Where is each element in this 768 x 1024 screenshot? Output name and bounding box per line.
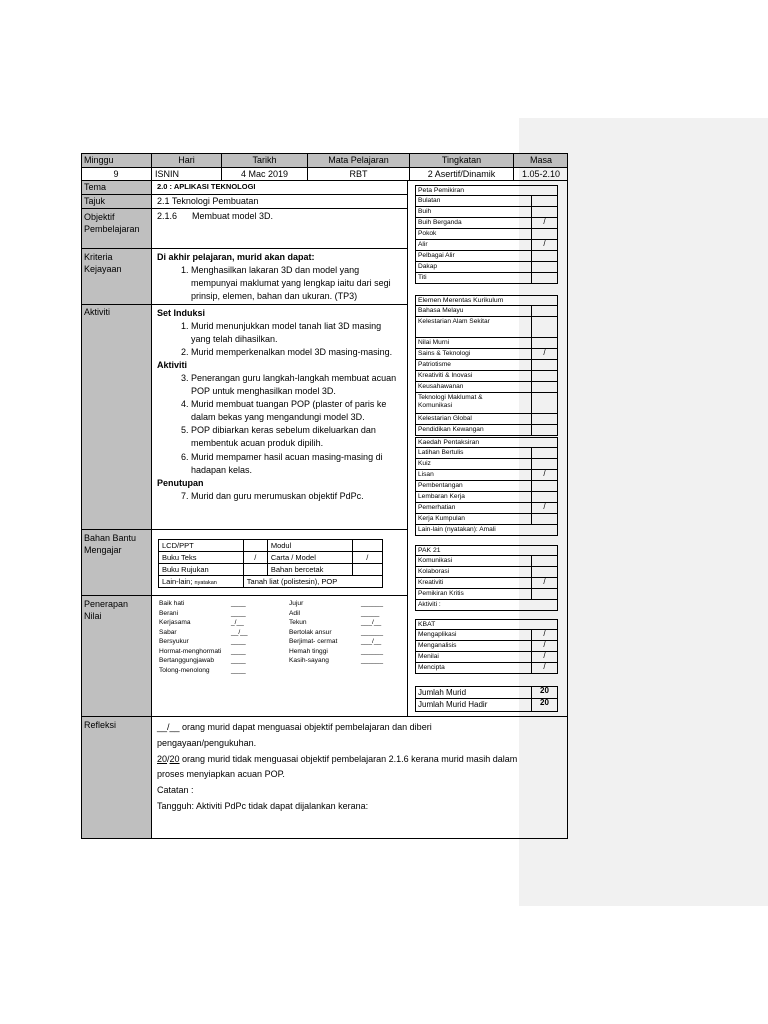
kbat-item-label: Mengaplikasi xyxy=(418,631,457,638)
emk-item-check xyxy=(531,370,557,381)
panel-peta-pemikiran xyxy=(415,185,558,284)
nilai-item-mark: ___/__ xyxy=(361,619,382,626)
nilai-item-mark: ____ xyxy=(231,666,246,674)
nilai-item-label: Kerjasama xyxy=(159,619,191,626)
header-minggu: Minggu xyxy=(84,155,114,165)
kriteria-item-1: 1. Menghasilkan lakaran 3D dan model yang mempunyai maklumat yang lengkap iaitu dari segi prinsip, elemen, bahan dan ukuran. (TP3) xyxy=(191,264,403,303)
objektif-label: Objektif Pembelajaran xyxy=(84,212,140,235)
nilai-item-mark: ____ xyxy=(231,600,246,607)
header-mata-pelajaran: Mata Pelajaran xyxy=(307,154,409,167)
peta-item-label: Pokok xyxy=(418,230,437,237)
peta-item-check xyxy=(531,206,557,217)
value-tarikh: 4 Mac 2019 xyxy=(221,168,307,181)
emk-item-check xyxy=(531,359,557,370)
refleksi-line-4: proses menyiapkan acuan POP. xyxy=(157,769,285,780)
value-mata-pelajaran: RBT xyxy=(307,168,409,181)
pak-item-label: Komunikasi xyxy=(418,557,453,564)
header-tingkatan: Tingkatan xyxy=(409,154,513,167)
kbat-item xyxy=(415,663,558,674)
nilai-item-label: Berjimat- cermat xyxy=(289,638,338,645)
value-masa: 1.05-2.10 xyxy=(513,168,568,181)
bbm-buku-teks-check: / xyxy=(243,552,267,564)
kbat-item-check: / xyxy=(531,651,557,662)
refleksi-text-1: orang murid dapat menguasai objektif pembelajaran dan diberi xyxy=(179,722,432,732)
bbm-buku-rujukan: Buku Rujukan xyxy=(159,564,244,576)
peta-item-check xyxy=(531,272,557,283)
bbm-row xyxy=(159,540,383,552)
emk-item-check: / xyxy=(531,348,557,359)
pak-item-label: Pemikiran Kritis xyxy=(418,590,464,597)
bbm-nyatakan: nyatakan xyxy=(194,579,217,586)
murid-item-label: Jumlah Murid xyxy=(418,688,467,697)
nilai-label: Penerapan Nilai xyxy=(84,599,129,622)
emk-item xyxy=(415,393,558,414)
peta-item-check xyxy=(531,250,557,261)
column-divider xyxy=(407,180,408,716)
peta-item-check xyxy=(531,228,557,239)
peta-item-label: Buih Berganda xyxy=(418,219,462,226)
bbm-row xyxy=(159,564,383,576)
peta-item-check xyxy=(531,195,557,206)
aktiviti-item-4: 4. Murid membuat tuangan POP (plaster of paris ke dalam bekas yang mengandungi model 3D. xyxy=(191,398,403,424)
emk-item-label: Pendidikan Kewangan xyxy=(418,426,484,433)
kbat-item-label: Menganalisis xyxy=(418,642,457,649)
aktiviti-item-5: 5. POP dibiarkan keras sebelum dikeluarkan dan membentuk acuan produk dipilih. xyxy=(191,424,403,450)
emk-item-label: Patriotisme xyxy=(418,361,451,368)
penutupan-list xyxy=(157,490,403,503)
panel-elemen-merentas-kurikulum xyxy=(415,295,558,436)
nilai-item-label: Tekun xyxy=(289,619,307,626)
peta-item-check: / xyxy=(531,239,557,250)
kaedah-item-check: / xyxy=(531,502,557,513)
bbm-bahan-bercetak: Bahan bercetak xyxy=(267,564,352,576)
kaedah-title-text: Kaedah Pentaksiran xyxy=(418,439,480,446)
emk-title-text: Elemen Merentas Kurikulum xyxy=(418,297,504,304)
aktiviti-label: Aktiviti xyxy=(84,307,111,317)
emk-item-check xyxy=(531,413,557,424)
pak-item-check xyxy=(531,566,557,577)
header-masa: Masa xyxy=(513,154,568,167)
tema-label: Tema xyxy=(84,182,107,192)
bbm-lain-label: Lain-lain; xyxy=(162,576,193,586)
bbm-buku-rujukan-check xyxy=(243,564,267,576)
emk-item xyxy=(415,317,558,338)
nilai-item-mark: _/__ xyxy=(231,619,244,626)
panel-kaedah-pentaksiran xyxy=(415,437,558,536)
kaedah-item-label: Lembaran Kerja xyxy=(418,493,465,500)
peta-item-label: Dakap xyxy=(418,263,438,270)
kriteria-intro: Di akhir pelajaran, murid akan dapat: xyxy=(157,252,315,262)
bbm-label: Bahan Bantu Mengajar xyxy=(84,533,137,556)
murid-item xyxy=(415,699,558,712)
emk-item-check xyxy=(531,337,557,348)
pak-item xyxy=(415,600,558,611)
peta-item-label: Bulatan xyxy=(418,197,441,204)
kriteria-label: Kriteria Kejayaan xyxy=(84,252,122,275)
emk-item-label: Sains & Teknologi xyxy=(418,350,471,357)
peta-item-check: / xyxy=(531,217,557,228)
kaedah-item-check xyxy=(531,491,557,502)
pak-item xyxy=(415,589,558,600)
refleksi-count-blank: __/__ xyxy=(157,722,180,732)
emk-item-label: Nilai Murni xyxy=(418,339,450,346)
nilai-item-label: Bertanggungjawab xyxy=(159,657,214,664)
emk-item-label: Kelestarian Alam Sekitar xyxy=(418,318,490,325)
refleksi-label: Refleksi xyxy=(84,720,117,730)
refleksi-line-3 xyxy=(157,752,561,768)
pak-item-label: Kreativiti xyxy=(418,579,444,586)
peta-title-text: Peta Pemikiran xyxy=(418,187,465,194)
nilai-item-mark: _____ xyxy=(361,609,380,617)
kaedah-item-check xyxy=(531,447,557,458)
pak-item-label: Aktiviti : xyxy=(418,601,441,608)
kaedah-item-label: Kuiz xyxy=(418,460,431,467)
bbm-lcd-check xyxy=(243,540,267,552)
murid-item-check: 20 xyxy=(531,698,557,711)
bbm-buku-teks: Buku Teks xyxy=(159,552,244,564)
objektif-value: 2.1.6 Membuat model 3D. xyxy=(157,211,274,221)
kaedah-item-label: Latihan Bertulis xyxy=(418,449,464,456)
row-line xyxy=(81,529,408,530)
bbm-row xyxy=(159,552,383,564)
row-line xyxy=(81,595,408,596)
peta-item-label: Titi xyxy=(418,274,427,281)
tajuk-label: Tajuk xyxy=(84,196,106,206)
bbm-lcd: LCD/PPT xyxy=(159,540,244,552)
kbat-item-label: Menilai xyxy=(418,653,439,660)
nilai-item-label: Adil xyxy=(289,609,300,617)
tema-value: 2.0 : APLIKASI TEKNOLOGI xyxy=(157,182,256,191)
tajuk-value: 2.1 Teknologi Pembuatan xyxy=(157,196,259,206)
nilai-item-label: Jujur xyxy=(289,600,304,607)
pak-item-check xyxy=(531,555,557,566)
murid-item-check: 20 xyxy=(531,686,557,699)
peta-item-label: Pelbagai Alir xyxy=(418,252,455,259)
kaedah-item-check xyxy=(531,513,557,524)
emk-item-check xyxy=(531,305,557,316)
kbat-title-text: KBAT xyxy=(418,621,436,628)
peta-item-label: Buih xyxy=(418,208,432,215)
emk-item-label: Kelestarian Global xyxy=(418,415,472,422)
kaedah-item xyxy=(415,514,558,525)
kbat-item-label: Mencipta xyxy=(418,664,445,671)
row-line xyxy=(81,248,408,249)
nilai-item-mark: ______ xyxy=(361,657,384,664)
nilai-item-mark: ____ xyxy=(231,638,246,645)
nilai-item-mark: ______ xyxy=(361,647,384,655)
bbm-carta-check: / xyxy=(352,552,382,564)
kbat-item-check: / xyxy=(531,640,557,651)
bbm-table xyxy=(158,539,383,588)
set-induksi-list xyxy=(157,320,403,359)
value-tingkatan: 2 Asertif/Dinamik xyxy=(409,168,513,181)
nilai-item-label: Tolong-menolong xyxy=(159,666,210,674)
nilai-item-label: Kasih-sayang xyxy=(289,657,329,664)
refleksi-num-b: 20 xyxy=(169,753,180,764)
emk-item-label: Keusahawanan xyxy=(418,383,464,390)
value-hari: ISNIN xyxy=(151,168,221,181)
bbm-carta: Carta / Model xyxy=(267,552,352,564)
nilai-item-mark: ____ xyxy=(231,609,246,617)
nilai-item-mark: __/__ xyxy=(231,628,248,636)
bbm-modul-check xyxy=(352,540,382,552)
refleksi-num-a: 20 xyxy=(157,753,168,764)
refleksi-catatan: Catatan : xyxy=(157,785,194,795)
aktiviti-heading: Aktiviti xyxy=(157,360,188,371)
pak-title-text: PAK 21 xyxy=(418,547,441,554)
peta-item-label: Alir xyxy=(418,241,428,248)
bbm-lain-lain xyxy=(159,576,244,588)
emk-item-label: Bahasa Melayu xyxy=(418,307,464,314)
kaedah-item-check xyxy=(531,458,557,469)
peta-item xyxy=(415,273,558,284)
emk-item-label: Teknologi Maklumat & Komunikasi xyxy=(418,394,483,410)
refleksi-content xyxy=(154,719,564,816)
emk-item-check xyxy=(531,316,557,337)
aktiviti-item-6: 6. Murid mempamer hasil acuan masing-masing di hadapan kelas. xyxy=(191,451,403,477)
bbm-lain-value: Tanah liat (polistesin), POP xyxy=(243,576,382,588)
kaedah-item-label: Pembentangan xyxy=(418,482,463,489)
panel-pak21 xyxy=(415,545,558,611)
refleksi-text-3: orang murid tidak menguasai objektif pembelajaran 2.1.6 kerana murid masih dalam xyxy=(179,753,518,764)
emk-item-check xyxy=(531,424,557,435)
peta-item-check xyxy=(531,261,557,272)
pak-item-check xyxy=(531,588,557,599)
nilai-item-mark: ____ xyxy=(231,647,246,655)
kaedah-item-check xyxy=(531,480,557,491)
set-item-2: 2. Murid memperkenalkan model 3D masing-masing. xyxy=(191,346,403,359)
bbm-row xyxy=(159,576,383,588)
aktiviti-item-3: 3. Penerangan guru langkah-langkah membuat acuan POP untuk menghasilkan model 3D. xyxy=(191,372,403,398)
penutupan-heading: Penutupan xyxy=(157,477,204,488)
kaedah-item-label: Kerja Kumpulan xyxy=(418,515,465,522)
nilai-item-label: Sabar xyxy=(159,628,177,636)
panel-jumlah-murid xyxy=(415,686,558,712)
emk-item-check xyxy=(531,392,557,413)
emk-item xyxy=(415,425,558,436)
pak-item-label: Kolaborasi xyxy=(418,568,450,575)
refleksi-tangguh: Tangguh: Aktiviti PdPc tidak dapat dijalankan kerana: xyxy=(157,800,369,811)
emk-item-check xyxy=(531,381,557,392)
nilai-item-mark: ____ xyxy=(231,657,246,664)
row-line xyxy=(81,716,568,717)
value-minggu: 9 xyxy=(113,169,119,179)
kaedah-item-label: Pemerhatian xyxy=(418,504,456,511)
emk-item-label: Kreativiti & Inovasi xyxy=(418,372,473,379)
nilai-item-label: Hormat-menghormati xyxy=(159,647,222,655)
kbat-item-check: / xyxy=(531,662,557,673)
pak-item-check: / xyxy=(531,577,557,588)
kaedah-footer xyxy=(415,525,558,536)
kriteria-content xyxy=(154,250,406,304)
nilai-item-label: Hemah tinggi xyxy=(289,647,328,655)
kbat-item-check: / xyxy=(531,629,557,640)
header-tarikh: Tarikh xyxy=(221,154,307,167)
kaedah-item-label: Lisan xyxy=(418,471,434,478)
bbm-bahan-bercetak-check xyxy=(352,564,382,576)
kriteria-list xyxy=(157,264,403,303)
aktiviti-list xyxy=(157,372,403,476)
set-induksi-heading: Set Induksi xyxy=(157,308,206,318)
nilai-item-label: Berani xyxy=(159,609,179,617)
lesson-plan-document xyxy=(81,153,568,839)
refleksi-slash: / xyxy=(167,753,170,764)
panel-kbat xyxy=(415,619,558,674)
bbm-modul: Modul xyxy=(267,540,352,552)
refleksi-line-1 xyxy=(157,720,561,736)
refleksi-line-2: pengayaan/pengukuhan. xyxy=(157,737,257,748)
nilai-item-mark: ______ xyxy=(361,628,384,636)
nilai-item-label: Baik hati xyxy=(159,600,185,607)
nilai-item-label: Bersyukur xyxy=(159,638,189,645)
nilai-item-mark: ______ xyxy=(361,600,384,607)
murid-item-label: Jumlah Murid Hadir xyxy=(418,700,488,709)
aktiviti-content xyxy=(154,306,406,504)
set-item-1: 1. Murid menunjukkan model tanah liat 3D masing yang telah dihasilkan. xyxy=(191,320,403,346)
nilai-item-mark: ___/__ xyxy=(361,638,382,645)
kaedah-footer-text: Lain-lain (nyatakan): Amali xyxy=(418,526,496,533)
label-column xyxy=(81,180,152,839)
kaedah-item-check: / xyxy=(531,469,557,480)
penutupan-item-7: 7. Murid dan guru merumuskan objektif PdPc. xyxy=(191,490,403,503)
header-hari: Hari xyxy=(151,154,221,167)
nilai-item-label: Bertolak ansur xyxy=(289,628,332,636)
